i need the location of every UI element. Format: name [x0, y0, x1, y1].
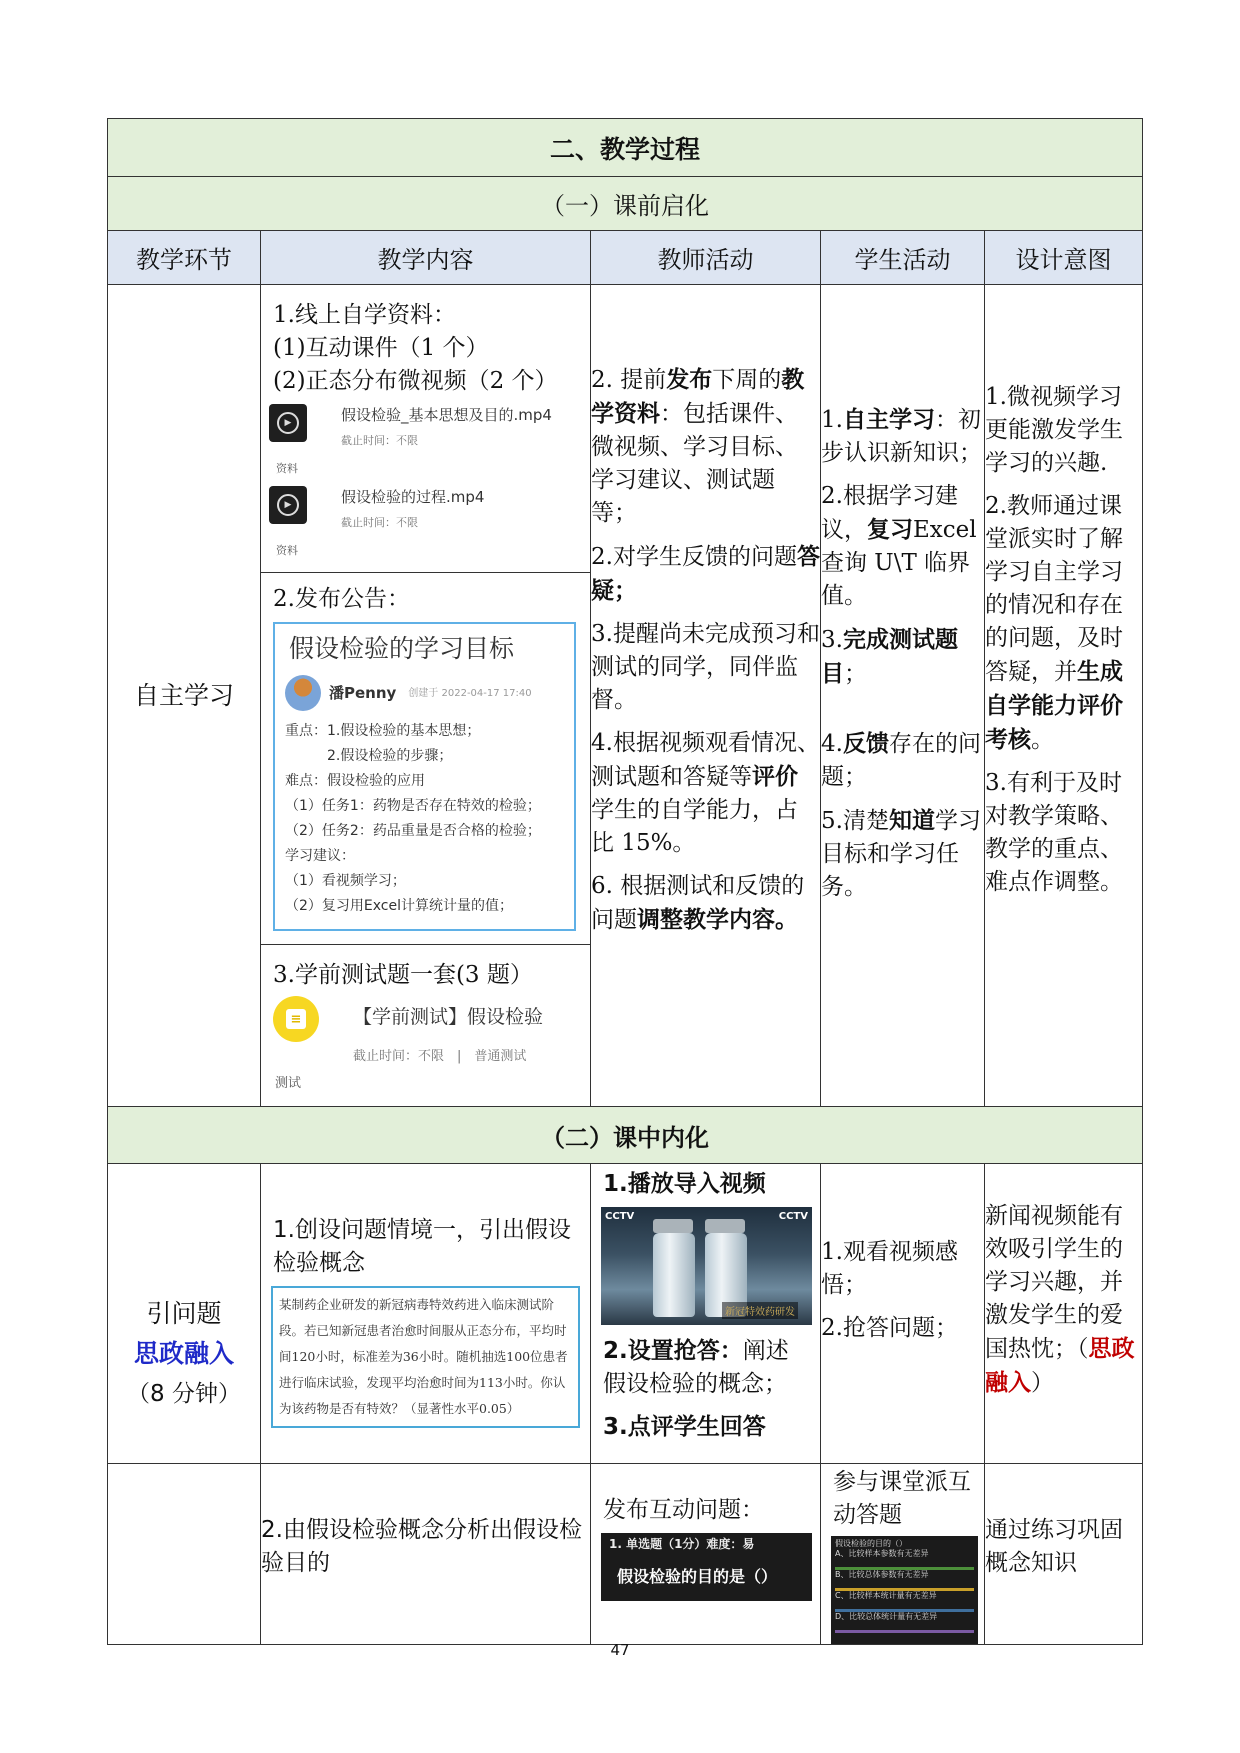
- content-pretest: [261, 945, 591, 1107]
- question-header: 1. 单选题（1分）难度：易: [609, 1537, 755, 1551]
- file-deadline: 截止时间：不限: [341, 516, 418, 529]
- video-file-icon: ▶: [269, 486, 307, 524]
- quiz-meta: 截止时间：不限 | 普通测试: [353, 1049, 527, 1064]
- content-announcement: [261, 573, 591, 945]
- subsection-pre-class: （一）课前启化: [108, 177, 1143, 231]
- scenario-heading: 1.创设问题情境一，引出假设检验概念: [273, 1217, 571, 1276]
- ideology-tag: 思政融入: [133, 1338, 234, 1368]
- intro-video-thumbnail[interactable]: [601, 1207, 812, 1325]
- header-student: 学生活动: [821, 231, 985, 285]
- announcement-line: （1）看视频学习；: [285, 873, 406, 889]
- option-c[interactable]: C、比较样本统计量有无差异: [835, 1591, 974, 1612]
- options-header: 假设检验的目的（）: [835, 1539, 907, 1548]
- announcement-line: （2）复习用Excel计算统计量的值；: [285, 898, 513, 914]
- quiz-item[interactable]: [261, 996, 590, 1096]
- segment-introduce: [108, 1164, 261, 1464]
- materials-item1: (1)互动课件（1 个）: [273, 335, 489, 361]
- option-a[interactable]: A、比较样本参数有无差异: [835, 1549, 974, 1570]
- file-name: 假设检验的过程.mp4: [341, 488, 485, 506]
- answer-activity: 参与课堂派互动答题: [833, 1469, 971, 1528]
- student-activity-self-study: 1.自主学习：初步认识新知识； 2.根据学习建议，复习Excel 查询 U\T 临界值。 3.完成测试题目； 4.反馈存在的问题； 5.清楚知道学习目标和学习任务。: [821, 285, 985, 1107]
- design-intent-self-study: 1.微视频学习更能激发学生学习的兴趣. 2.教师通过课堂派实时了解学习自主学习的情况和存在的问题，及时答疑，并生成自学能力评价考核。 3.有利于及时对教学策略、教学的重点、难点作调整。: [985, 285, 1143, 1107]
- quiz-tag: 测试: [275, 1076, 302, 1091]
- design-intent-purpose: 通过练习巩固概念知识: [985, 1464, 1143, 1645]
- segment-name: 引问题: [146, 1298, 222, 1328]
- announcement-card[interactable]: [273, 622, 576, 931]
- file-tag: 资料: [276, 462, 298, 475]
- announcement-title: 假设检验的学习目标: [289, 634, 515, 663]
- teacher-activity-self-study: 2. 提前发布下周的教学资料：包括课件、微视频、学习目标、学习建议、测试题等； 2.对学生反馈的问题答疑； 3.提醒尚未完成预习和测试的同学，同伴监督。 4.根据视频观看情况、测试题和答疑等评价学生的自学能力，占比 15%。 6. 根据测试和反馈的问题调整教学内容。: [591, 285, 821, 1107]
- design-intent-introduce: 新闻视频能有效吸引学生的学习兴趣，并激发学生的爱国热忱；（思政融入）: [985, 1164, 1143, 1464]
- header-segment: 教学环节: [108, 231, 261, 285]
- announcement-created: 创建于 2022-04-17 17:40: [408, 687, 532, 699]
- quiz-icon: ≡: [273, 996, 319, 1042]
- cctv-logo-right: CCTV: [778, 1211, 808, 1222]
- teacher-activity-purpose: [591, 1464, 821, 1645]
- file-item[interactable]: [261, 486, 590, 562]
- file-name: 假设检验_基本思想及目的.mp4: [341, 406, 552, 424]
- avatar: [285, 675, 321, 711]
- subsection-in-class: （二）课中内化: [108, 1107, 1143, 1164]
- announcement-line: 学习建议：: [285, 848, 355, 864]
- file-item[interactable]: [261, 404, 590, 480]
- page-number: 47: [610, 1641, 630, 1659]
- option-b[interactable]: B、比较总体参数有无差异: [835, 1570, 974, 1591]
- content-online-materials: [261, 285, 591, 573]
- answer-options-panel[interactable]: [831, 1536, 978, 1644]
- teaching-process-table: [107, 118, 1143, 1645]
- segment-empty: [108, 1464, 261, 1645]
- announcement-line: （1）任务1：药物是否存在特效的检验；: [285, 798, 541, 814]
- header-content: 教学内容: [261, 231, 591, 285]
- file-tag: 资料: [276, 544, 298, 557]
- file-deadline: 截止时间：不限: [341, 434, 418, 447]
- publish-question-label: 发布互动问题：: [603, 1497, 764, 1523]
- option-d[interactable]: D、比较总体统计量有无差异: [835, 1612, 974, 1633]
- content-purpose-analysis: 2.由假设检验概念分析出假设检验目的: [261, 1464, 591, 1645]
- announcement-author: 潘Penny: [329, 683, 397, 702]
- header-teacher: 教师活动: [591, 231, 821, 285]
- announcement-line: 难点：假设检验的应用: [285, 773, 425, 789]
- video-caption: 新冠特效药研发: [722, 1302, 798, 1319]
- play-video-step: 1.播放导入视频: [603, 1171, 766, 1197]
- content-create-scenario: [261, 1164, 591, 1464]
- cctv-logo: CCTV: [605, 1211, 635, 1222]
- news-problem-box: 某制药企业研发的新冠病毒特效药进入临床测试阶段。若已知新冠患者治愈时间服从正态分布，平均时间120小时，标准差为36小时。随机抽选100位患者进行临床试验，发现平均治愈时间为113小时。你认为该药物是否有特效？（显著性水平0.05）: [271, 1286, 580, 1428]
- student-activity-purpose: [821, 1464, 985, 1645]
- pretest-heading: 3.学前测试题一套(3 题）: [273, 962, 533, 988]
- segment-self-study: 自主学习: [108, 285, 261, 1107]
- question-text: 假设检验的目的是（）: [617, 1567, 778, 1586]
- header-row: [108, 231, 1143, 285]
- quiz-title: 【学前测试】假设检验: [353, 1006, 544, 1028]
- materials-title: 1.线上自学资料：: [273, 302, 456, 328]
- materials-item2: (2)正态分布微视频（2 个）: [273, 368, 558, 394]
- header-design: 设计意图: [985, 231, 1143, 285]
- duration: （8 分钟）: [127, 1380, 241, 1407]
- announcement-heading: 2.发布公告：: [273, 586, 410, 612]
- video-file-icon: ▶: [269, 404, 307, 442]
- announcement-line: 重点：1.假设检验的基本思想；: [285, 723, 481, 739]
- student-activity-introduce: 1.观看视频感悟； 2.抢答问题；: [821, 1164, 985, 1464]
- announcement-line: （2）任务2：药品重量是否合格的检验；: [285, 823, 541, 839]
- announcement-line: 2.假设检验的步骤；: [285, 748, 453, 764]
- section-title: 二、教学过程: [108, 119, 1143, 177]
- teacher-activity-introduce: 1.播放导入视频 CCTV CCTV 新冠特效药研发 2.设置抢答：阐述假设检验的概念； 3.点评学生回答: [591, 1164, 821, 1464]
- interactive-question-card[interactable]: [601, 1533, 812, 1601]
